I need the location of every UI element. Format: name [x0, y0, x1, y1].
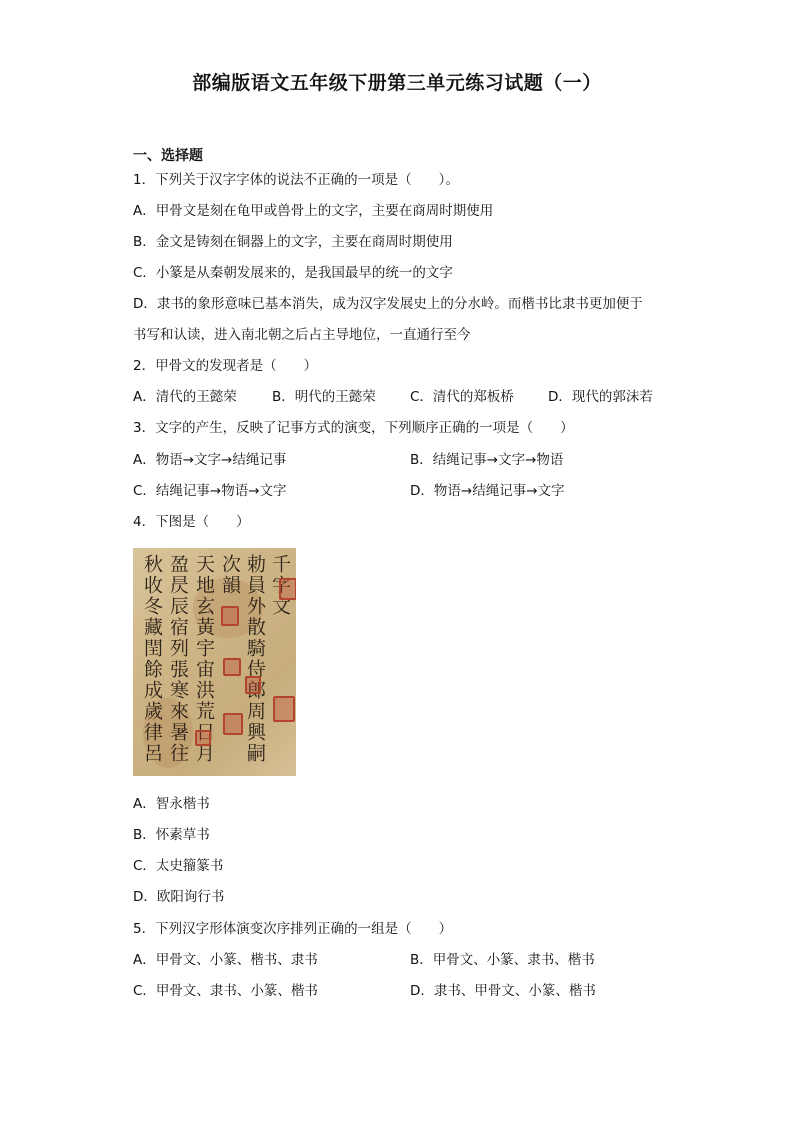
q2-option-a[interactable]: A．清代的王懿荣	[133, 389, 237, 405]
seal-stamp-icon	[245, 676, 261, 694]
seal-stamp-icon	[279, 578, 296, 600]
calligraphy-column: 天地玄黃宇宙洪荒日月	[193, 554, 215, 764]
seal-stamp-icon	[273, 696, 295, 722]
q4-option-a[interactable]: A．智永楷书	[133, 796, 210, 812]
q4-option-c[interactable]: C．太史籀篆书	[133, 858, 224, 874]
calligraphy-column: 勅員外散騎侍郎周興嗣	[244, 554, 266, 764]
q2-option-d[interactable]: D．现代的郭沫若	[548, 389, 653, 405]
q2-option-b[interactable]: B．明代的王懿荣	[272, 389, 376, 405]
q4-option-d[interactable]: D．欧阳询行书	[133, 889, 225, 905]
q2-stem: 2．甲骨文的发现者是（ ）	[133, 358, 318, 374]
seal-stamp-icon	[195, 730, 211, 746]
q2-option-c[interactable]: C．清代的郑板桥	[410, 389, 514, 405]
q3-option-a[interactable]: A．物语→文字→结绳记事	[133, 452, 287, 468]
q3-option-c[interactable]: C．结绳记事→物语→文字	[133, 483, 287, 499]
section-heading: 一、选择题	[133, 148, 203, 164]
q5-option-d[interactable]: D．隶书、甲骨文、小篆、楷书	[410, 983, 596, 999]
q1-stem: 1．下列关于汉字字体的说法不正确的一项是（ ）。	[133, 172, 459, 188]
q4-option-b[interactable]: B．怀素草书	[133, 827, 210, 843]
q5-stem: 5．下列汉字形体演变次序排列正确的一组是（ ）	[133, 921, 453, 937]
seal-stamp-icon	[223, 658, 241, 676]
calligraphy-column: 盈昃辰宿列張寒來暑往	[167, 554, 189, 764]
q5-option-c[interactable]: C．甲骨文、隶书、小篆、楷书	[133, 983, 318, 999]
q3-option-b[interactable]: B．结绳记事→文字→物语	[410, 452, 564, 468]
calligraphy-image	[133, 548, 296, 776]
q1-option-b[interactable]: B．金文是铸刻在铜器上的文字，主要在商周时期使用	[133, 234, 453, 250]
page-title: 部编版语文五年级下册第三单元练习试题（一）	[192, 72, 602, 94]
q4-stem: 4．下图是（ ）	[133, 514, 250, 530]
seal-stamp-icon	[221, 606, 239, 626]
calligraphy-column: 千字文	[269, 554, 291, 617]
seal-stamp-icon	[223, 713, 243, 735]
q5-option-a[interactable]: A．甲骨文、小篆、楷书、隶书	[133, 952, 318, 968]
q5-option-b[interactable]: B．甲骨文、小篆、隶书、楷书	[410, 952, 595, 968]
q1-option-c[interactable]: C．小篆是从秦朝发展来的，是我国最早的统一的文字	[133, 265, 453, 281]
calligraphy-column: 次韻	[219, 554, 241, 596]
calligraphy-column: 秋收冬藏閏餘成歲律呂	[141, 554, 163, 764]
q3-option-d[interactable]: D．物语→结绳记事→文字	[410, 483, 565, 499]
q3-stem: 3．文字的产生，反映了记事方式的演变，下列顺序正确的一项是（ ）	[133, 420, 574, 436]
q1-option-d-line2: 书写和认读，进入南北朝之后占主导地位，一直通行至今	[133, 327, 471, 343]
q1-option-a[interactable]: A．甲骨文是刻在龟甲或兽骨上的文字，主要在商周时期使用	[133, 203, 494, 219]
q1-option-d-line1[interactable]: D．隶书的象形意味已基本消失，成为汉字发展史上的分水岭。而楷书比隶书更加便于	[133, 296, 643, 312]
